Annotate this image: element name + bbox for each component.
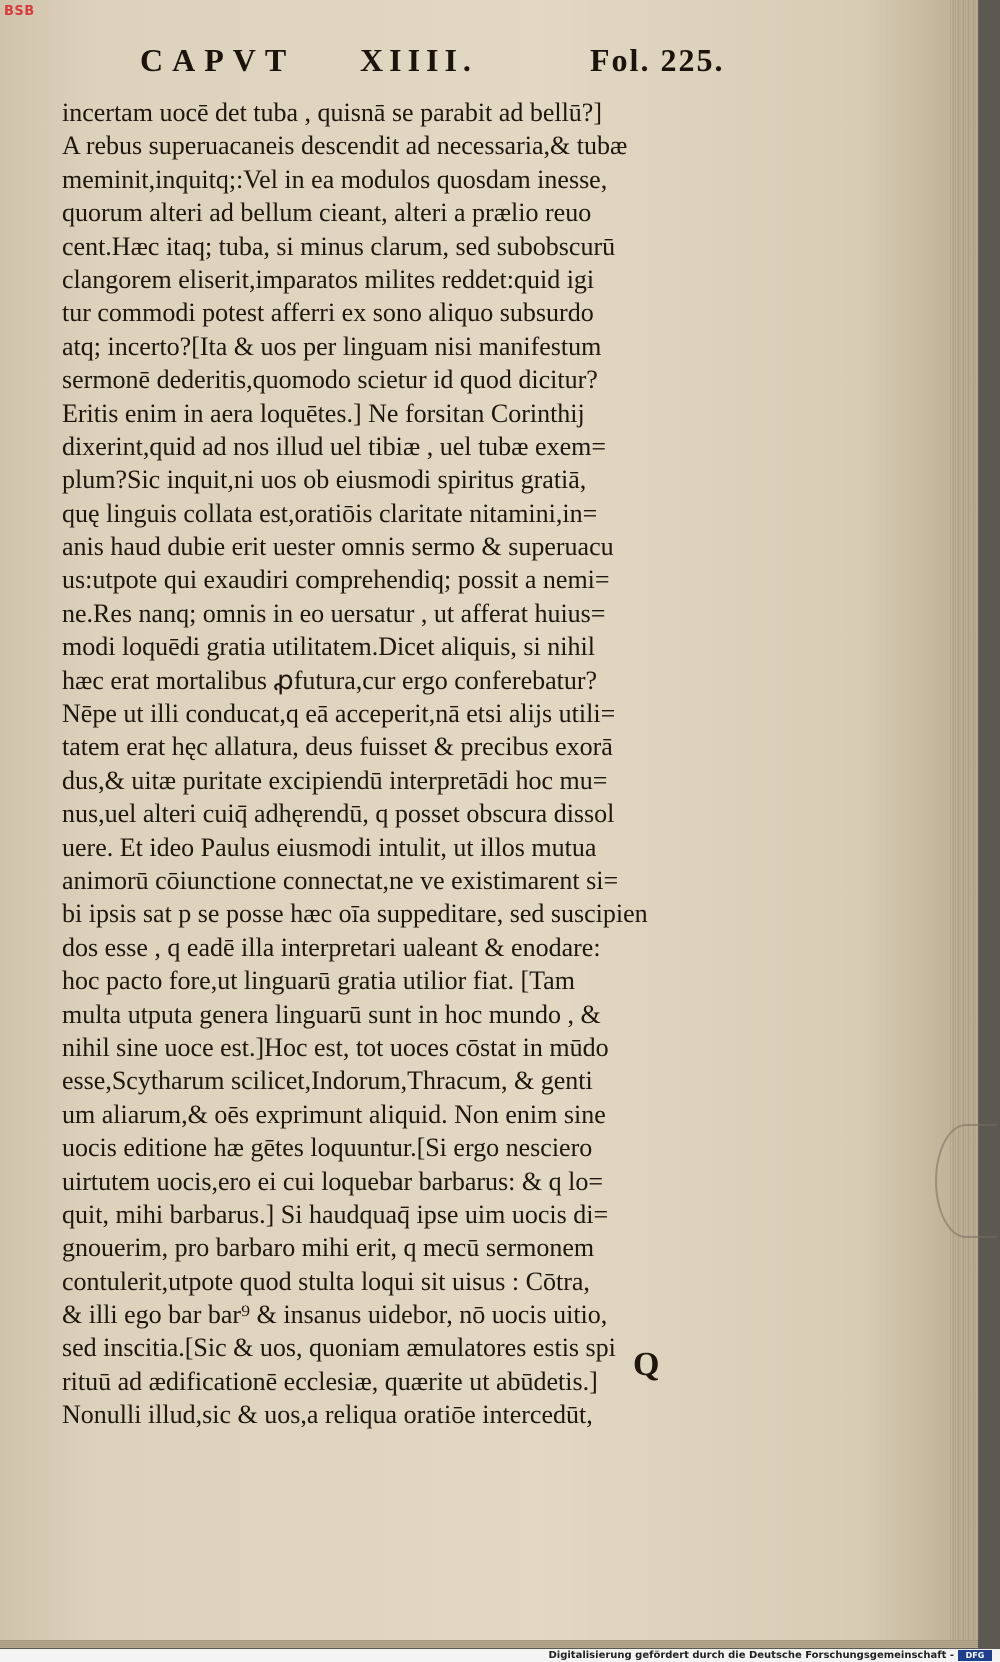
text-line: um aliarum,& oēs exprimunt aliquid. Non enim sine <box>62 1099 606 1129</box>
text-line: atq; incerto?[Ita & uos per linguam nisi manifestum <box>62 331 602 361</box>
text-line: bi ipsis sat p se posse hæc oīa suppeditare, sed suscipien <box>62 899 648 929</box>
catchword: Q <box>633 1346 660 1383</box>
text-line: uirtutem uocis,ero ei cui loquebar barbarus: & q lo= <box>62 1166 604 1196</box>
text-line: uocis editione hæ gētes loquuntur.[Si ergo nesciero <box>62 1133 593 1163</box>
text-line: ne.Res nanq; omnis in eo uersatur , ut afferat huius= <box>62 598 606 628</box>
text-line: meminit,inquitq;:Vel in ea modulos quosdam inesse, <box>62 164 608 194</box>
text-line: nus,uel alteri cuiq̄ adhęrendū, q posset obscura dissol <box>62 799 615 829</box>
text-line: A rebus superuacaneis descendit ad necessaria,& tubæ <box>62 131 628 161</box>
text-line: us:utpote qui exaudiri comprehendiq; possit a nemi= <box>62 565 610 595</box>
text-line: dixerint,quid ad nos illud uel tibiæ , uel tubæ exem= <box>62 431 606 461</box>
text-block <box>62 96 782 1432</box>
text-line: plum?Sic inquit,ni uos ob eiusmodi spiritus gratiā, <box>62 465 587 495</box>
text-line: gnouerim, pro barbaro mihi erit, q mecū sermonem <box>62 1233 595 1263</box>
text-line: anis haud dubie erit uester omnis sermo & superuacu <box>62 532 614 562</box>
text-line: quit, mihi barbarus.] Si haudquaq̄ ipse uim uocis di= <box>62 1199 609 1229</box>
text-line: tatem erat hęc allatura, deus fuisset & precibus exorā <box>62 732 613 762</box>
library-mark: BSB <box>4 4 35 19</box>
dfg-logo: DFG <box>958 1650 992 1661</box>
text-line: esse,Scytharum scilicet,Indorum,Thracum, & genti <box>62 1066 593 1096</box>
footer-credit: Digitalisierung gefördert durch die Deutsche Forschungsgemeinschaft - <box>548 1650 954 1661</box>
text-line: hæc erat mortalibus ꝓfutura,cur ergo conferebatur? <box>62 665 598 695</box>
text-line: dus,& uitæ puritate excipiendū interpretādi hoc mu= <box>62 765 608 795</box>
text-line: nihil sine uoce est.]Hoc est, tot uoces cōstat in mūdo <box>62 1032 609 1062</box>
text-line: quę linguis collata est,oratiōis claritate nitamini,in= <box>62 498 598 528</box>
text-line: modi loquēdi gratia utilitatem.Dicet aliquis, si nihil <box>62 632 595 662</box>
text-line: tur commodi potest afferri ex sono aliquo subsurdo <box>62 298 594 328</box>
text-line: rituū ad ædificationē ecclesiæ, quærite ut abūdetis.] <box>62 1366 598 1396</box>
text-line: multa utputa genera linguarū sunt in hoc mundo , & <box>62 999 601 1029</box>
running-head <box>130 42 890 92</box>
fore-edge <box>950 0 978 1640</box>
text-line: & illi ego bar bar⁹ & insanus uidebor, nō uocis uitio, <box>62 1300 608 1330</box>
bottom-edge <box>0 1640 978 1648</box>
text-line: clangorem eliserit,imparatos milites reddet:quid igi <box>62 264 595 294</box>
text-line: Nēpe ut illi conducat,q eā acceperit,nā etsi alijs utili= <box>62 699 616 729</box>
text-line: hoc pacto fore,ut linguarū gratia utilior fiat. [Tam <box>62 966 575 996</box>
text-line: incertam uocē det tuba , quisnā se parabit ad bellū?] <box>62 98 603 127</box>
text-line: dos esse , q eadē illa interpretari ualeant & enodare: <box>62 932 601 962</box>
text-line: Eritis enim in aera loquētes.] Ne forsitan Corinthij <box>62 398 585 428</box>
running-head-folio: Fol. 225. <box>590 42 725 78</box>
text-line: uere. Et ideo Paulus eiusmodi intulit, ut illos mutua <box>62 832 597 862</box>
clasp-shadow <box>935 1124 997 1238</box>
text-line: sermonē dederitis,quomodo scietur id quod dicitur? <box>62 365 598 395</box>
text-line: sed inscitia.[Sic & uos, quoniam æmulatores estis spi <box>62 1333 616 1363</box>
text-line: Nonulli illud,sic & uos,a reliqua oratiōe intercedūt, <box>62 1400 593 1430</box>
running-head-chapter: CAPVT <box>140 42 296 78</box>
running-head-number: XIIII. <box>360 42 477 78</box>
text-line: cent.Hæc itaq; tuba, si minus clarum, sed subobscurū <box>62 231 616 261</box>
text-line: quorum alteri ad bellum cieant, alteri a prælio reuo <box>62 198 592 228</box>
text-line: contulerit,utpote quod stulta loqui sit uisus : Cōtra, <box>62 1266 590 1296</box>
text-line: animorū cōiunctione connectat,ne ve existimarent si= <box>62 865 619 895</box>
